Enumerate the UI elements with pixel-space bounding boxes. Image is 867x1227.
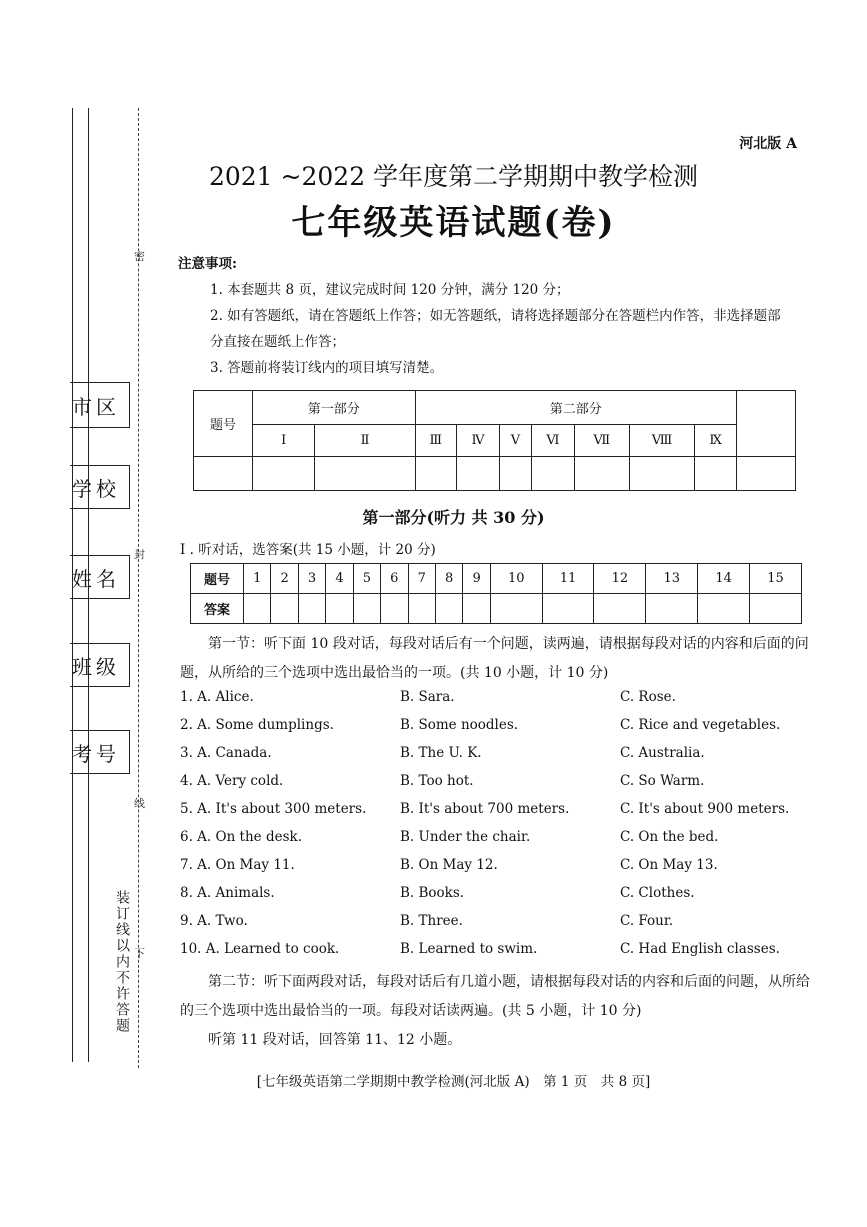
option-a: 6. A. On the desk. (180, 829, 302, 845)
answer-cell[interactable] (542, 594, 594, 624)
option-c: C. On May 13. (620, 857, 718, 873)
answer-number: 6 (381, 564, 408, 594)
question-row (180, 773, 810, 801)
option-a: 8. A. Animals. (180, 885, 275, 901)
score-cell[interactable] (315, 457, 415, 491)
question-row (180, 941, 810, 969)
page-footer: [七年级英语第二学期期中教学检测(河北版 A) 第 1 页 共 8 页] (256, 1074, 651, 1090)
score-cell[interactable] (415, 457, 457, 491)
score-cell[interactable] (575, 457, 630, 491)
question-row (180, 829, 810, 857)
answer-number: 8 (435, 564, 462, 594)
answer-number: 7 (408, 564, 435, 594)
notes (178, 251, 818, 381)
option-a: 10. A. Learned to cook. (180, 941, 340, 957)
answer-cell[interactable] (326, 594, 353, 624)
answer-row1-label: 题号 (191, 564, 244, 594)
score-cell[interactable] (695, 457, 737, 491)
answer-number: 5 (353, 564, 380, 594)
answer-cell[interactable] (381, 594, 408, 624)
option-c: C. Rice and vegetables. (620, 717, 781, 733)
score-col: Ⅱ (315, 425, 415, 457)
score-total-header (737, 391, 796, 457)
answer-number: 15 (750, 564, 802, 594)
binding-mark-feng: 封 (134, 548, 145, 561)
option-a: 5. A. It's about 300 meters. (180, 801, 367, 817)
answer-cell[interactable] (646, 594, 698, 624)
binding-field-district[interactable]: 市区 (70, 382, 130, 428)
option-b: B. Sara. (400, 689, 455, 705)
score-cell[interactable] (737, 457, 796, 491)
answer-cell[interactable] (244, 594, 271, 624)
answer-number: 3 (298, 564, 325, 594)
note-item: 3. 答题前将装订线内的项目填写清楚。 (210, 360, 444, 376)
score-table (193, 390, 796, 491)
score-col: Ⅸ (695, 425, 737, 457)
exam-title: 2021 ~2022 学年度第二学期期中教学检测 (208, 162, 699, 191)
option-c: C. It's about 900 meters. (620, 801, 790, 817)
answer-cell[interactable] (750, 594, 802, 624)
option-c: C. Clothes. (620, 885, 695, 901)
option-b: B. On May 12. (400, 857, 498, 873)
answer-cell[interactable] (463, 594, 490, 624)
option-b: B. Too hot. (400, 773, 474, 789)
binding-field-school[interactable]: 学校 (70, 465, 130, 509)
option-b: B. The U. K. (400, 745, 482, 761)
question-row (180, 885, 810, 913)
score-cell[interactable] (500, 457, 532, 491)
score-col: Ⅷ (629, 425, 695, 457)
answer-number: 4 (326, 564, 353, 594)
score-part1: 第一部分 (253, 391, 416, 425)
option-a: 1. A. Alice. (180, 689, 254, 705)
score-cell[interactable] (194, 457, 253, 491)
binding-mark-xian: 线 (134, 797, 145, 810)
binding-mark-mi: 密 (134, 250, 145, 263)
notes-heading: 注意事项: (178, 256, 237, 272)
option-a: 3. A. Canada. (180, 745, 272, 761)
section1-heading: I . 听对话，选答案(共 15 小题，计 20 分) (180, 542, 436, 558)
question-row (180, 801, 810, 829)
answer-cell[interactable] (594, 594, 646, 624)
score-header-label: 题号 (194, 391, 253, 457)
question-row (180, 913, 810, 941)
note-item-continuation: 分直接在题纸上作答； (210, 334, 345, 350)
answer-number: 2 (271, 564, 298, 594)
score-col: Ⅵ (531, 425, 574, 457)
score-col: Ⅶ (575, 425, 630, 457)
option-a: 9. A. Two. (180, 913, 248, 929)
score-cell[interactable] (457, 457, 500, 491)
answer-number: 1 (244, 564, 271, 594)
answer-number: 14 (698, 564, 750, 594)
answer-cell[interactable] (435, 594, 462, 624)
note-item: 1. 本套题共 8 页，建议完成时间 120 分钟，满分 120 分； (210, 282, 570, 298)
score-col: V (500, 425, 532, 457)
option-c: C. Four. (620, 913, 674, 929)
answer-number: 10 (490, 564, 542, 594)
score-cell[interactable] (629, 457, 695, 491)
score-cell[interactable] (531, 457, 574, 491)
score-col: I (253, 425, 315, 457)
answer-number: 13 (646, 564, 698, 594)
question-row (180, 689, 810, 717)
answer-cell[interactable] (271, 594, 298, 624)
question-row (180, 745, 810, 773)
score-col: Ⅲ (415, 425, 457, 457)
option-b: B. It's about 700 meters. (400, 801, 570, 817)
binding-mark-xia: 下 (134, 947, 145, 960)
option-b: B. Books. (400, 885, 465, 901)
binding-field-class[interactable]: 班级 (70, 643, 130, 687)
paper-title: 七年级英语试题(卷) (291, 203, 616, 243)
question-row (180, 717, 810, 745)
part1-title: 第一部分(听力 共 30 分) (362, 508, 545, 527)
sub2-listen: 听第 11 段对话，回答第 11、12 小题。 (208, 1032, 462, 1048)
answer-cell[interactable] (353, 594, 380, 624)
answer-number: 9 (463, 564, 490, 594)
binding-field-name[interactable]: 姓名 (70, 555, 130, 599)
answer-row2-label: 答案 (191, 594, 244, 624)
binding-warning: 装订线以内不许答题 (114, 890, 130, 1034)
note-item: 2. 如有答题纸，请在答题纸上作答；如无答题纸，请将选择题部分在答题栏内作答，非选择题部 (210, 308, 781, 324)
answer-cell[interactable] (698, 594, 750, 624)
binding-field-exam-number[interactable]: 考号 (70, 730, 130, 774)
edition-label: 河北版 A (739, 136, 797, 152)
option-a: 7. A. On May 11. (180, 857, 295, 873)
answer-table (190, 563, 802, 624)
answer-cell[interactable] (408, 594, 435, 624)
answer-cell[interactable] (298, 594, 325, 624)
sub2-instructions: 第二节：听下面两段对话，每段对话后有几道小题，请根据每段对话的内容和后面的问题，从所给的三个选项中选出最恰当的一项。每段对话读两遍。(共 5 小题，计 10 分) (180, 974, 810, 1019)
option-c: C. So Warm. (620, 773, 705, 789)
option-b: B. Some noodles. (400, 717, 519, 733)
score-part2: 第二部分 (415, 391, 736, 425)
answer-number: 12 (594, 564, 646, 594)
option-a: 4. A. Very cold. (180, 773, 284, 789)
option-c: C. Had English classes. (620, 941, 780, 957)
option-b: B. Under the chair. (400, 829, 531, 845)
question-row (180, 857, 810, 885)
option-a: 2. A. Some dumplings. (180, 717, 334, 733)
sub1-instructions: 第一节：听下面 10 段对话，每段对话后有一个问题，读两遍，请根据每段对话的内容和后面的问题，从所给的三个选项中选出最恰当的一项。(共 10 小题，计 10 分) (180, 636, 809, 681)
option-c: C. Australia. (620, 745, 705, 761)
option-b: B. Three. (400, 913, 463, 929)
score-cell[interactable] (253, 457, 315, 491)
answer-number: 11 (542, 564, 594, 594)
option-b: B. Learned to swim. (400, 941, 538, 957)
option-c: C. On the bed. (620, 829, 719, 845)
answer-cell[interactable] (490, 594, 542, 624)
score-col: Ⅳ (457, 425, 500, 457)
option-c: C. Rose. (620, 689, 676, 705)
